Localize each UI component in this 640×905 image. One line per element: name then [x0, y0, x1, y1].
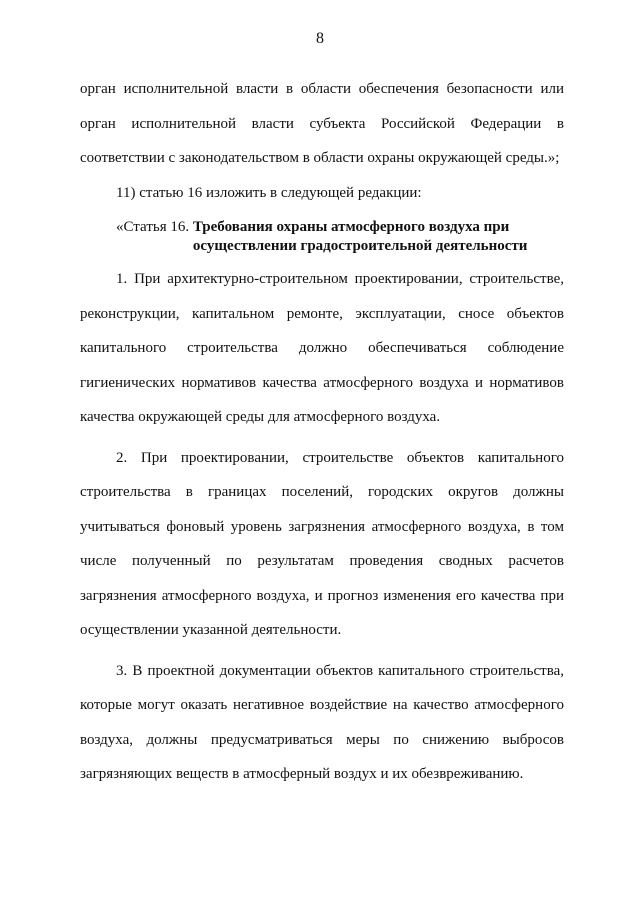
article-item-2: 2. При проектировании, строительстве объектов капитального строительства в границах поселений, городских округов должны учитываться фоновый уровень загрязнения атмосферного воздуха, в том числе полученный по результатам проведения сводных расчетов загрязнения атмосферного воздуха, и прогноз изменения его качества при осуществлении указанной деятельности.	[80, 449, 564, 638]
article-item-1: 1. При архитектурно-строительном проектировании, строительстве, реконструкции, капитальном ремонте, эксплуатации, сносе объектов капитального строительства должно обеспечиваться соблюдение гигиенических нормативов качества атмосферного воздуха и нормативов качества окружающей среды для атмосферного воздуха.	[80, 271, 564, 425]
article-heading	[80, 218, 564, 256]
paragraph-amendment-11: 11) статью 16 изложить в следующей редакции:	[116, 184, 422, 201]
document-body	[80, 72, 564, 792]
paragraph-continuation: орган исполнительной власти в области обеспечения безопасности или орган исполнительной власти субъекта Российской Федерации в соответствии с законодательством в области охраны окружающей среды.»;	[80, 81, 564, 166]
page-number: 8	[316, 30, 324, 47]
article-item-3: 3. В проектной документации объектов капитального строительства, которые могут оказать негативное воздействие на качество атмосферного воздуха, должны предусматриваться меры по снижению выбросов загрязняющих веществ в атмосферный воздух и их обезвреживанию.	[80, 662, 564, 782]
article-title: Требования охраны атмосферного воздуха при осуществлении градостроительной деятельности	[192, 219, 528, 254]
article-number: «Статья 16.	[116, 219, 193, 235]
